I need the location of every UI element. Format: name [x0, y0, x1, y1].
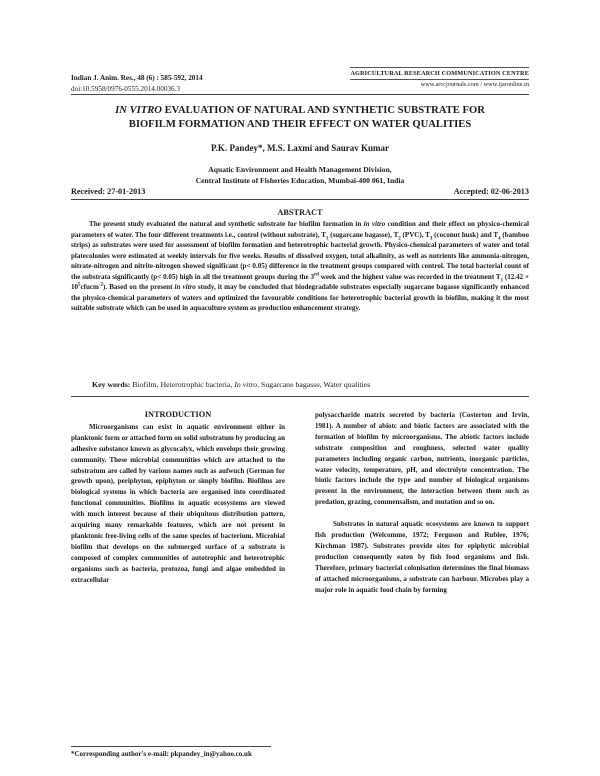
- footnote-divider: [71, 746, 271, 747]
- title-line2: BIOFILM FORMATION AND THEIR EFFECT ON WATER QUALITIES: [128, 119, 472, 130]
- title-italic: IN VITRO: [115, 105, 162, 116]
- abstract-heading: ABSTRACT: [277, 208, 323, 217]
- doi-text: doi:10.5958/0976-0555.2014.00036.3: [71, 85, 181, 93]
- affiliation-line1: Aquatic Environment and Health Management Division,: [208, 165, 392, 174]
- intro-paragraph-2: Substrates in natural aquatic ecosystems are known to support fish production (Welcomme, 1972; Ferguson and Rublee, 1976; Kirchman 1987). Substrates provide sites for epiphytic microbial production consequently eaten by fish food organisms and fish. Therefore, primary bacterial colonisation determines the final biomass of attached microorganisms, a substrate can harbour. Microbes play a major role in aquatic food chain by forming: [315, 520, 529, 594]
- affiliation: [71, 164, 529, 186]
- dates-row: [71, 187, 529, 196]
- affiliation-line2: Central Institute of Fisheries Education, Mumbai-400 061, India: [195, 176, 405, 185]
- paper-title: [71, 104, 529, 132]
- title-line1: EVALUATION OF NATURAL AND SYNTHETIC SUBSTRATE FOR: [161, 105, 485, 116]
- corresponding-author-footnote: *Corresponding author's e-mail: pkpandey_in@yahoo.co.uk: [71, 750, 252, 758]
- intro-paragraph-1: Microorganisms can exist in aquatic environment either in planktonic form or attached form on solid substratum by producing an adhesive substance known as glycocalyx, which envelops their growing community. These microbial communities which are attached to the substratum are called by various names such as aufwuch (German for growth upon), periphyton, epiphyton or simply biofilm. Biofilms are biological systems in which bacteria are organised into coordinated functional communities. Biofilms in aquatic ecosystems are viewed with much interest because of their ubiquitous distribution pattern, acquiring many remarkable features, which are not present in planktonic free-living cells of the same species of bacterium. Microbial biofilm that develops on the submerged surface of a substrate is composed of complex communities of autotrophic and heterotrophic organisms such as bacteria, protozoa, fungi and algae embedded in extracellular: [71, 422, 285, 584]
- publisher-header: [350, 67, 529, 89]
- keywords-divider: [71, 396, 529, 397]
- body-column-left: [71, 410, 285, 586]
- dates-divider: [71, 199, 529, 200]
- journal-header: [71, 73, 203, 95]
- author-list: P.K. Pandey*, M.S. Laxmi and Saurav Kumar: [211, 143, 389, 153]
- introduction-heading: INTRODUCTION: [144, 410, 212, 419]
- publisher-websites[interactable]: www.arccjournals.com / www.ijaronline.in: [420, 81, 529, 88]
- keywords-label: Key words:: [92, 380, 131, 389]
- received-date: Received: 27-01-2013: [71, 187, 146, 196]
- keywords: Key words: Biofilm, Heterotrophic bacteria, In vitro, Sugarcane bagasse, Water qualities: [92, 380, 371, 389]
- publisher-name: AGRICULTURAL RESEARCH COMMUNICATION CENTRE: [350, 67, 529, 80]
- abstract-body: The present study evaluated the natural and synthetic substrate for biofilm formation in in vitro condition and their effect on physico-chemical parameters of water. The four different treatments i.e., control (without substrate), $T_1$ (sugarcane bagasse), $T_2$ (PVC), $T_3$ (coconut husk) and $T_4$ (bamboo strips) as substrates were used for assessment of biofilm formation and heterotrophic bacterial growth. Physico-chemical parameters of water and total platecolonies were estimated at weekly intervals for five weeks. Results of dissolved oxygen, total alkalinity, as well as nutrients like ammonia-nitrogen, nitrate-nitrogen and nitrite-nitrogen showed significant (p< 0.05) difference in the treatment groups compared with control. The total bacterial count of the substrata significantly (p< 0.05) high in all the treatment groups during the 3rd week and the highest value was recorded in the treatment $T_1$ $(12.42 \times 10^5cfucm^{-2})$. Based on the present in vitro study, it may be concluded that biodegradable substrates especially sugarcane bagasse significantly enhanced the physico-chemical parameters of waters and optimized the favourable conditions for heterotrophic bacterial growth in biofilm, making it the most suitable substrate which can be used in aquaculture system as production enhancement strategy.: [71, 220, 530, 312]
- intro-paragraph-1-continued: polysaccharide matrix secreted by bacteria (Costerton and Irvin, 1981). A number of abiotc and biotic factors are associated with the formation of biofilm by microorganisms. The abiotic factors include substrate composition and roughness, selected water quality parameters including organic carbon, nutrients, inorganic particles, water velocity, temperature, pH, and electrolyte concentration. The biotic factors include the type and number of biological organisms present in the environment, the interaction between them such as predation, grazing, commensalism, and mutation and so on.: [315, 411, 529, 507]
- body-column-right: [315, 410, 529, 596]
- header-divider: [71, 94, 529, 95]
- journal-citation: Indian J. Anim. Res., 48 (6) : 585-592, 2014: [71, 74, 203, 82]
- accepted-date: Accepted: 02-06-2013: [453, 187, 529, 196]
